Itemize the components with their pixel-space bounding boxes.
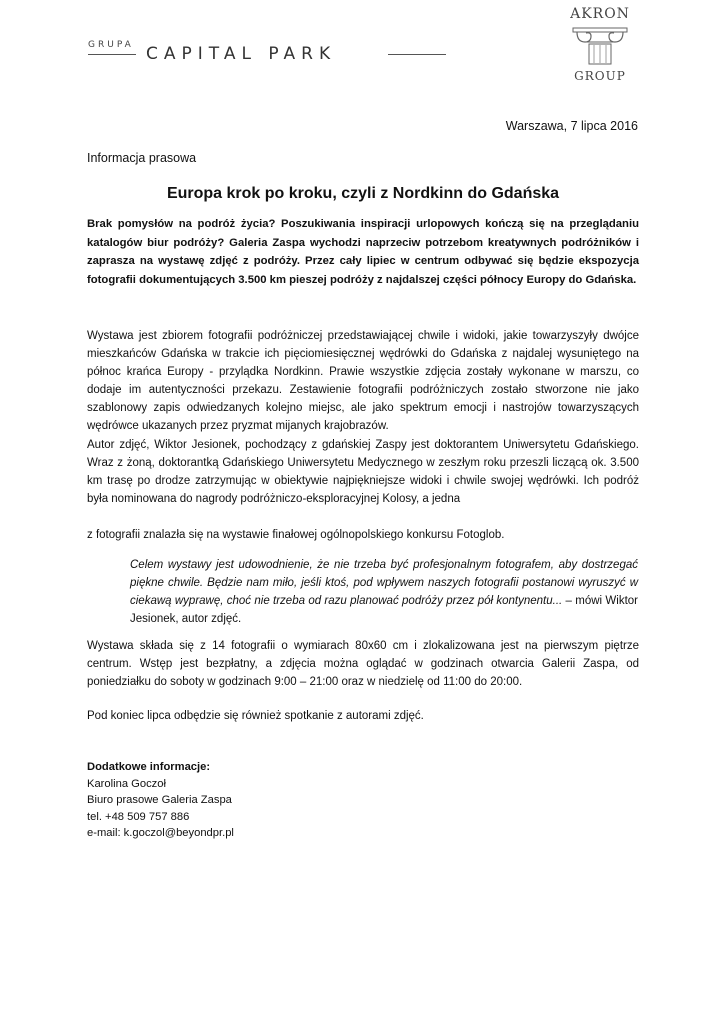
akron-logo-bottom: GROUP [574,69,626,83]
logo-name: CAPITAL PARK [146,44,337,64]
akron-logo-top: AKRON [570,6,630,22]
body-paragraph-1: Wystawa jest zbiorem fotografii podróżniczej przedstawiającej chwile i widoki, jakie towarzyszyły dwójce mieszkańców Gdańska w trakcie ich pięciomiesięcznej wędrówki do Gdańska z najdalej wysuniętego na północ krańca Europy - przylądka Nordkinn. Prawie wszystkie zdjęcia zostały wykonane w marszu, co dodaje im autentyczności przekazu. Zestawienie fotografii podróżniczych zostało stworzone nie jako szablonowy zapis odwiedzanych kolejno miejsc, ale jako spektrum emocji i nastrojów towarzyszących wędrówce ukazanych przez pryzmat mijanych krajobrazów. [87,330,639,432]
document-type-label: Informacja prasowa [87,151,197,165]
lead-paragraph: Brak pomysłów na podróż życia? Poszukiwania inspiracji urlopowych kończą się na przeglądaniu katalogów biur podróży? Galeria Zaspa wychodzi naprzeciw potrzebom kreatywnych podróżników i zaprasza na wystawę zdjęć z podróży. Przez cały lipiec w centrum odbywać się będzie ekspozycja fotografii dokumentujących 3.500 km pieszej podróży z najdalszej części północy Europy do Gdańska. [87,218,639,286]
quote-text: Celem wystawy jest udowodnienie, że nie trzeba być profesjonalnym fotografem, aby dostrzegać piękne chwile. Będzie nam miło, jeśli ktoś, pod wpływem naszych fotografii postanowi wyruszyć w ciekawą wyprawę, choć nie trzeba od razu planować podróży przez pół kontynentu... [130,559,638,607]
author-quote [130,556,638,628]
logo-divider-right [388,54,446,55]
body-paragraph-2-continued: z fotografii znalazła się na wystawie finałowej ogólnopolskiego konkursu Fotoglob. [87,529,505,541]
body-paragraph-3: Wystawa składa się z 14 fotografii o wymiarach 80x60 cm i zlokalizowana jest na pierwszym piętrze centrum. Wstęp jest bezpłatny, a zdjęcia można oglądać w godzinach otwarcia Galerii Zaspa, od poniedziałku do soboty w godzinach 9:00 – 21:00 oraz w niedzielę od 11:00 do 20:00. [87,640,639,688]
akron-group-logo [567,6,633,90]
body-paragraph-4: Pod koniec lipca odbędzie się również spotkanie z autorami zdjęć. [87,710,424,722]
body-paragraph-2: Autor zdjęć, Wiktor Jesionek, pochodzący z gdańskiej Zaspy jest doktorantem Uniwersytetu Gdańskiego. Wraz z żoną, doktorantką Gdańskiego Uniwersytetu Medycznego w zeszłym roku przeszli liczącą ok. 3.500 km trasę po drodze zatrzymując w obiektywie najpiękniejsze widoki i chwile swojej wędrówki. Ich podróż była nominowana do nagrody podróżniczo-eksploracyjnej Kolosy, a jedna [87,439,639,505]
contact-block [87,759,234,842]
logo-divider-left [88,54,136,55]
column-capital-icon [569,24,631,68]
contact-organization: Biuro prasowe Galeria Zaspa [87,794,232,806]
quote-attribution: – mówi Wiktor Jesionek, autor zdjęć. [130,595,638,625]
contact-email[interactable]: e-mail: k.goczol@beyondpr.pl [87,827,234,839]
contact-heading: Dodatkowe informacje: [87,761,211,773]
contact-name: Karolina Goczoł [87,777,166,790]
contact-phone: tel. +48 509 757 886 [87,810,190,823]
page-title: Europa krok po kroku, czyli z Nordkinn do Gdańska [166,185,560,202]
capital-park-logo [88,40,448,70]
logo-group-label: GRUPA [88,40,134,50]
release-date: Warszawa, 7 lipca 2016 [505,119,638,133]
